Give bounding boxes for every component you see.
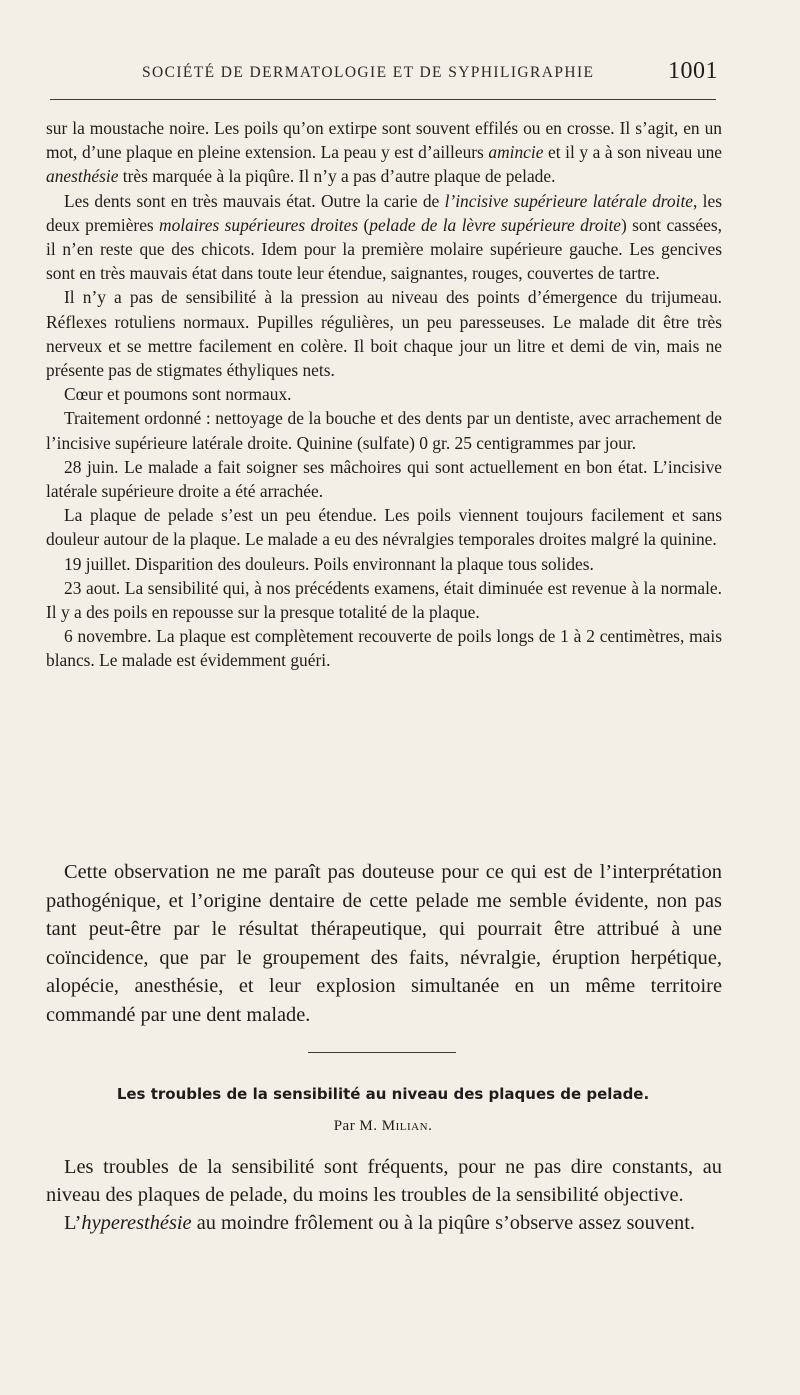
text-run: (: [358, 214, 370, 235]
emphasis-text: molaires supérieures droites: [159, 214, 359, 235]
case-report: [46, 116, 722, 673]
case-paragraph: Il n’y a pas de sensibilité à la pression au niveau des points d’émergence du trijumeau. Réflexes rotuliens normaux. Pupilles régulières, un peu paresseuses. Le malade dit être très nerveux et se mettre facilement en colère. Il boit chaque jour un litre et demi de vin, mais ne présente pas de stigmates éthyliques nets.: [46, 287, 722, 381]
byline: [0, 1118, 766, 1135]
conclusion-paragraph: Cette observation ne me paraît pas douteuse pour ce qui est de l’interprétation pathogénique, et l’origine dentaire de cette pelade me semble évidente, non pas tant peut-être par le résultat thérapeutique, qui pourrait être attribué à une coïncidence, que par le groupement des faits, névralgie, éruption herpétique, alopécie, anesthésie, et leur explosion simultanée en un même territoire commandé par une dent malade.: [46, 861, 722, 1026]
emphasis-text: hyperesthésie: [81, 1212, 192, 1235]
text-run: sur la moustache noire. Les poils qu’on extirpe sont souvent effilés ou en crosse. Il s’agit, en un mot, d’une plaque en pleine extension. La peau y est d’ailleurs: [46, 118, 722, 163]
byline-prefix: Par M.: [333, 1118, 382, 1134]
case-paragraph: 23 aout. La sensibilité qui, à nos précédents examens, était diminuée est revenue à la normale. Il y a des poils en repousse sur la presque totalité de la plaque.: [46, 577, 722, 623]
case-paragraph: 19 juillet. Disparition des douleurs. Poils environnant la plaque tous solides.: [64, 553, 594, 574]
article-body: [46, 1153, 722, 1238]
author-name: Milian: [381, 1118, 429, 1134]
conclusion-section: [46, 858, 722, 1029]
emphasis-text: pelade de la lèvre supérieure droite: [369, 214, 621, 235]
section-divider: [308, 1052, 456, 1053]
running-head: SOCIÉTÉ DE DERMATOLOGIE ET DE SYPHILIGRAPHIE: [142, 64, 595, 81]
text-run: L’: [64, 1212, 82, 1235]
article-paragraph: Les troubles de la sensibilité sont fréquents, pour ne pas dire constants, au niveau des plaques de pelade, du moins les troubles de la sensibilité objective.: [46, 1156, 722, 1207]
text-run: ) sont cassées, il n’en reste que des chicots. Idem pour la première molaire supérieure gauche. Les gencives sont en très mauvais état dans toute leur étendue, saignantes, rouges, couvertes de tartre.: [46, 214, 722, 284]
article-paragraph: [46, 1209, 722, 1237]
case-paragraph: La plaque de pelade s’est un peu étendue. Les poils viennent toujours facilement et sans douleur autour de la plaque. Le malade a eu des névralgies temporales droites malgré la quinine.: [46, 505, 722, 550]
text-run: , les deux premières: [46, 190, 723, 235]
case-paragraph: Traitement ordonné : nettoyage de la bouche et des dents par un dentiste, avec arrachement de l’incisive supérieure latérale droite. Quinine (sulfate) 0 gr. 25 centigrammes par jour.: [46, 408, 722, 453]
page-number: 1001: [668, 58, 718, 84]
byline-suffix: .: [428, 1118, 433, 1134]
page-header: [0, 60, 800, 90]
text-run: Les dents sont en très mauvais état. Outre la carie de: [64, 190, 445, 211]
emphasis-text: anesthésie: [46, 166, 119, 187]
text-run: et il y a à son niveau une: [543, 142, 722, 163]
text-run: très marquée à la piqûre. Il n’y a pas d’autre plaque de pelade.: [118, 166, 556, 187]
emphasis-text: l’incisive supérieure latérale droite: [444, 190, 694, 211]
case-paragraph: Cœur et poumons sont normaux.: [64, 384, 292, 405]
emphasis-text: amincie: [488, 142, 544, 163]
case-paragraph: 6 novembre. La plaque est complètement recouverte de poils longs de 1 à 2 centimètres, mais blancs. Le malade est évidemment guéri.: [46, 626, 722, 671]
article-title: Les troubles de la sensibilité au niveau des plaques de pelade.: [116, 1085, 650, 1103]
case-paragraph: 28 juin. Le malade a fait soigner ses mâchoires qui sont actuellement en bon état. L’incisive latérale supérieure droite a été arrachée.: [46, 456, 722, 502]
case-paragraph: [46, 189, 722, 286]
header-rule: [50, 99, 716, 100]
text-run: au moindre frôlement ou à la piqûre s’observe assez souvent.: [191, 1212, 695, 1235]
case-paragraph: [46, 116, 722, 189]
